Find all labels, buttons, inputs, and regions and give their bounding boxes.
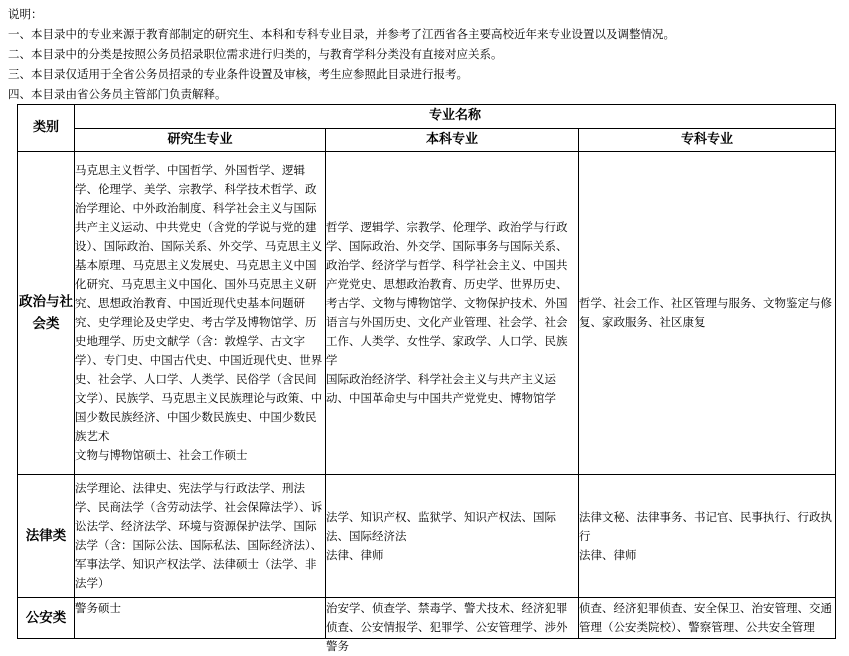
junior-college-majors-text: 法律、律师 [579,547,637,562]
category-header: 类别 [18,105,75,152]
junior-college-majors-text: 法律文秘、法律事务、书记官、民事执行、行政执行 [579,509,832,543]
graduate-cell-content [75,599,325,637]
graduate-cell [75,598,326,639]
graduate-majors-text: 马克思主义哲学、中国哲学、外国哲学、逻辑学、伦理学、美学、宗教学、科学技术哲学、政治学理论、中外政治制度、科学社会主义与国际共产主义运动、中共党史（含党的学说与党的建设）、国际政治、国际关系、外交学、马克思主义基本原理、马克思主义发展史、马克思主义中国化研究、马克思主义中国化、国外马克思主义研究、思想政治教育、中国近现代史基本问题研究、史学理论及史学史、考古学及博物馆学、历史地理学、历史文献学（含：敦煌学、古文字学）、专门史、中国古代史、中国近现代史、世界史、社会学、人口学、人类学、民俗学（含民间文学）、民族学、马克思主义民族理论与政策、中国少数民族经济、中国少数民族史、中国少数民族艺术 [75,163,323,443]
category-cell: 公安类 [18,598,75,639]
graduate-majors-text: 警务硕士 [75,601,121,615]
graduate-majors-text: 文物与博物馆硕士、社会工作硕士 [75,448,248,462]
junior-college-cell-content [579,599,835,637]
undergraduate-cell [326,152,579,475]
major-catalog-table [17,104,836,653]
undergraduate-cell [326,598,579,653]
notes-section [8,4,843,104]
graduate-majors-text: 法学理论、法律史、宪法学与行政法学、刑法学、民商法学（含劳动法学、社会保障法学）、诉讼法学、经济法学、环境与资源保护法学、国际法学（含：国际公法、国际私法、国际经济法）、军事法学、知识产权法学、法律硕士（法学、非法学） [75,481,323,590]
graduate-header: 研究生专业 [75,128,326,152]
category-cell: 法律类 [18,475,75,598]
note-line-3: 三、本目录仅适用于全省公务员招录的专业条件设置及审核，考生应参照此目录进行报考。 [8,67,468,81]
junior-college-cell [579,598,836,639]
graduate-cell [75,152,326,475]
note-line-1: 一、本目录中的专业来源于教育部制定的研究生、本科和专科专业目录，并参考了江西省各主要高校近年来专业设置以及调整情况。 [8,27,675,41]
undergraduate-majors-text: 国际政治经济学、科学社会主义与共产主义运动、中国革命史与中国共产党党史、博物馆学 [326,372,556,405]
table-row [18,475,836,598]
graduate-cell [75,475,326,598]
note-line-2: 二、本目录中的分类是按照公务员招录职位需求进行归类的，与教育学科分类没有直接对应关系。 [8,47,503,61]
category-cell: 政治与社会类 [18,152,75,475]
undergraduate-majors-text: 哲学、逻辑学、宗教学、伦理学、政治学与行政学、国际政治、外交学、国际事务与国际关系、政治学、经济学与哲学、科学社会主义、中国共产党党史、思想政治教育、历史学、世界历史、考古学、文物与博物馆学、文物保护技术、外国语言与外国历史、文化产业管理、社会学、社会工作、人类学、女性学、家政学、人口学、民族学 [326,220,568,367]
junior-college-cell [579,152,836,475]
undergraduate-majors-text: 治安学、侦查学、禁毒学、警犬技术、经济犯罪侦查、公安情报学、犯罪学、公安管理学、涉外警务 [326,601,568,653]
junior-college-majors-text: 哲学、社会工作、社区管理与服务、文物鉴定与修复、家政服务、社区康复 [579,296,832,329]
major-name-header: 专业名称 [75,105,836,129]
notes-heading: 说明： [8,7,43,21]
table-row [18,152,836,475]
table-row [18,598,836,639]
junior-college-majors-text: 侦查、经济犯罪侦查、安全保卫、治安管理、交通管理（公安类院校）、警察管理、公共安全管理 [579,601,832,634]
undergraduate-cell [326,475,579,598]
undergraduate-majors-text: 法律、律师 [326,547,384,562]
undergraduate-majors-text: 法学、知识产权、监狱学、知识产权法、国际法、国际经济法 [326,509,556,543]
undergraduate-cell-content [326,599,578,653]
undergraduate-header: 本科专业 [326,128,579,152]
junior-college-cell [579,475,836,598]
note-line-4: 四、本目录由省公务员主管部门负责解释。 [8,87,227,101]
junior-college-header: 专科专业 [579,128,836,152]
